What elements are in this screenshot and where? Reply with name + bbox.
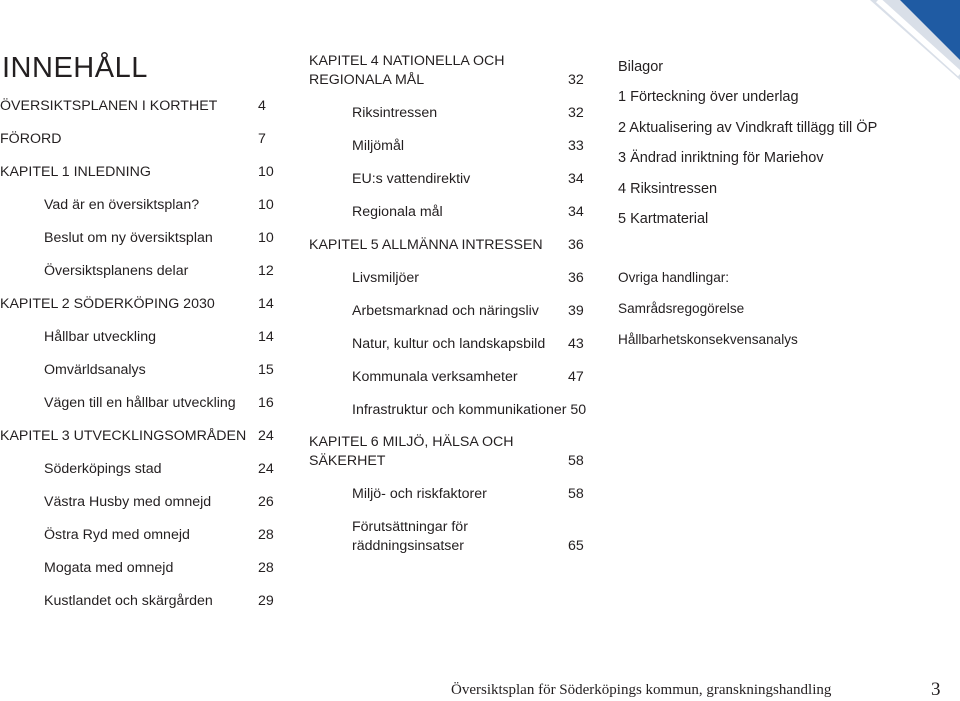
attachment-item[interactable]: 4 Riksintressen <box>618 181 718 197</box>
toc-entry-page: 14 <box>258 329 274 345</box>
toc-entry-page: 10 <box>258 164 274 180</box>
toc-entry-page: 43 <box>568 336 584 352</box>
toc-entry-page: 58 <box>568 486 584 502</box>
toc-entry-page: 7 <box>258 131 266 147</box>
toc-entry-page: 28 <box>258 560 274 576</box>
toc-entry-page: 58 <box>568 453 584 469</box>
other-documents-heading: Ovriga handlingar: <box>618 270 730 285</box>
toc-entry-page: 32 <box>568 105 584 121</box>
toc-entry-title: Miljömål <box>352 138 405 154</box>
toc-entry-title: Natur, kultur och landskapsbild <box>352 336 546 352</box>
toc-entry-title: Beslut om ny översiktsplan <box>44 230 213 246</box>
toc-entry-page: 36 <box>568 270 584 286</box>
toc-entry[interactable] <box>309 52 585 92</box>
toc-entry-title-line2: REGIONALA MÅL <box>309 72 425 88</box>
toc-entry-title: Miljö- och riskfaktorer <box>352 486 487 502</box>
toc-entry-title: Kommunala verksamheter <box>352 369 518 385</box>
page-number: 3 <box>931 679 941 700</box>
toc-entry-page: 10 <box>258 230 274 246</box>
toc-entry[interactable] <box>309 433 585 473</box>
toc-entry-title: KAPITEL 4 NATIONELLA OCH <box>309 53 505 69</box>
attachment-item[interactable]: 2 Aktualisering av Vindkraft tillägg till ÖP <box>618 120 878 136</box>
toc-entry-title: Regionala mål <box>352 204 443 220</box>
toc-entry-title: Översiktsplanens delar <box>44 263 189 279</box>
toc-entry-page: 16 <box>258 395 274 411</box>
toc-entry-page: 39 <box>568 303 584 319</box>
attachment-item[interactable]: 3 Ändrad inriktning för Mariehov <box>618 150 824 166</box>
toc-entry-title: Förutsättningar för <box>352 519 468 535</box>
toc-entry-title-line2: SÄKERHET <box>309 453 386 469</box>
toc-entry-title: Västra Husby med omnejd <box>44 494 212 510</box>
toc-entry[interactable] <box>352 518 585 558</box>
toc-entry-page: 36 <box>568 237 584 253</box>
footer-text: Översiktsplan för Söderköpings kommun, granskningshandling <box>451 682 832 698</box>
other-document-item[interactable]: Samrådsregogörelse <box>618 301 745 316</box>
attachment-item[interactable]: 1 Förteckning över underlag <box>618 89 799 105</box>
toc-entry-title: Mogata med omnejd <box>44 560 174 576</box>
toc-entry-page: 15 <box>258 362 274 378</box>
toc-entry-page: 4 <box>258 98 266 114</box>
toc-entry-page: 12 <box>258 263 274 279</box>
toc-entry-page: 14 <box>258 296 274 312</box>
attachment-item[interactable]: 5 Kartmaterial <box>618 211 709 227</box>
toc-entry-page: 65 <box>568 538 584 554</box>
toc-entry-title: KAPITEL 1 INLEDNING <box>0 164 151 180</box>
toc-entry-title: KAPITEL 3 UTVECKLINGSOMRÅDEN <box>0 428 247 444</box>
toc-entry-title: Söderköpings stad <box>44 461 162 477</box>
toc-entry-page: 10 <box>258 197 274 213</box>
toc-entry-page: 33 <box>568 138 584 154</box>
toc-entry-page: 34 <box>568 204 584 220</box>
toc-entry-title: Arbetsmarknad och näringsliv <box>352 303 539 319</box>
toc-entry-title: ÖVERSIKTSPLANEN I KORTHET <box>0 98 218 114</box>
toc-entry-page: 26 <box>258 494 274 510</box>
toc-entry-title: KAPITEL 2 SÖDERKÖPING 2030 <box>0 296 215 312</box>
attachments-heading: Bilagor <box>618 59 664 75</box>
toc-entry-title: Riksintressen <box>352 105 438 121</box>
toc-entry-title: Vad är en översiktsplan? <box>44 197 200 213</box>
contents-title: INNEHÅLL <box>2 52 148 84</box>
toc-entry-page: 47 <box>568 369 584 385</box>
page-corner-decoration <box>870 0 960 80</box>
toc-entry-page: 24 <box>258 428 274 444</box>
toc-entry-title: Infrastruktur och kommunikationer 50 <box>352 402 587 418</box>
toc-entry-title-line2: räddningsinsatser <box>352 538 464 554</box>
toc-entry-title: KAPITEL 6 MILJÖ, HÄLSA OCH <box>309 434 514 450</box>
toc-entry-title: KAPITEL 5 ALLMÄNNA INTRESSEN <box>309 237 543 253</box>
other-document-item[interactable]: Hållbarhetskonsekvensanalys <box>618 332 798 347</box>
toc-entry-title: Hållbar utveckling <box>44 329 156 345</box>
toc-entry-page: 32 <box>568 72 584 88</box>
toc-entry-title: Vägen till en hållbar utveckling <box>44 395 236 411</box>
toc-entry-title: EU:s vattendirektiv <box>352 171 471 187</box>
toc-entry-page: 34 <box>568 171 584 187</box>
toc-entry-title: Omvärldsanalys <box>44 362 146 378</box>
toc-entry-page: 29 <box>258 593 274 609</box>
toc-entry-title: Östra Ryd med omnejd <box>44 527 190 543</box>
toc-entry-title: Kustlandet och skärgården <box>44 593 213 609</box>
toc-entry-page: 24 <box>258 461 274 477</box>
toc-entry-title: Livsmiljöer <box>352 270 420 286</box>
toc-entry-title: FÖRORD <box>0 131 62 147</box>
toc-entry-page: 28 <box>258 527 274 543</box>
